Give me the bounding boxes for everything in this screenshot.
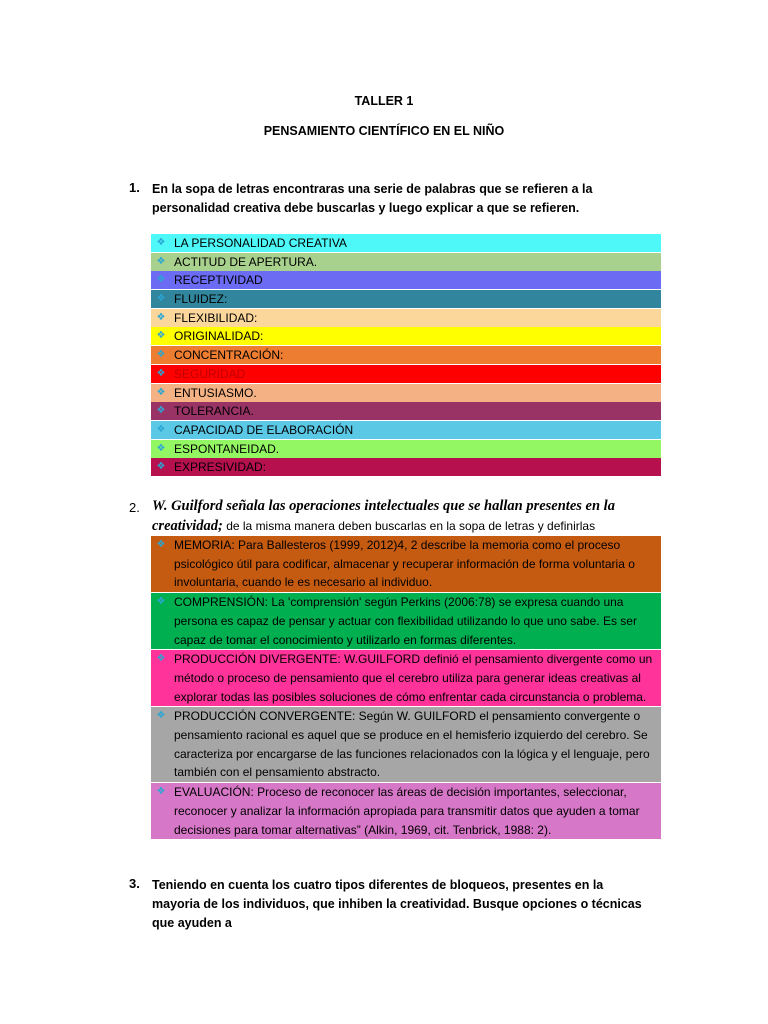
operation-item-text: PRODUCCIÓN DIVERGENTE: W.GUILFORD definió el pensamiento divergente como un método o proceso de pensamiento que el cerebro utiliza para generar ideas creativas al explorar todas las posibles soluciones de cómo enfrentar cada circunstancia o problema. xyxy=(174,652,653,704)
diamond-bullet-icon: ❖ xyxy=(156,423,166,435)
question-2-number: 2. xyxy=(129,500,140,515)
personality-item-label: ENTUSIASMO. xyxy=(174,385,257,400)
diamond-bullet-icon: ❖ xyxy=(156,330,166,342)
personality-item xyxy=(151,402,661,420)
personality-item xyxy=(151,440,661,458)
question-2-italic: W. Guilford señala las operaciones intelectuales que se hallan presentes en la creatividad; xyxy=(152,498,615,534)
diamond-bullet-icon: ❖ xyxy=(156,442,166,454)
diamond-bullet-icon: ❖ xyxy=(156,255,166,267)
personality-item-label: RECEPTIVIDAD xyxy=(174,273,263,288)
operation-item xyxy=(151,593,661,649)
diamond-bullet-icon: ❖ xyxy=(156,596,166,608)
diamond-bullet-icon: ❖ xyxy=(156,405,166,417)
diamond-bullet-icon: ❖ xyxy=(156,386,166,398)
diamond-bullet-icon: ❖ xyxy=(156,349,166,361)
personality-item-label: TOLERANCIA. xyxy=(174,404,254,419)
personality-item-label: FLEXIBILIDAD: xyxy=(174,310,258,325)
document-subtitle: PENSAMIENTO CIENTÍFICO EN EL NIÑO xyxy=(263,124,505,138)
personality-item xyxy=(151,365,661,383)
operations-list xyxy=(151,536,661,840)
operation-item-text: EVALUACIÓN: Proceso de reconocer las áreas de decisión importantes, seleccionar, reconocer y analizar la información apropiada para transmitir datos que ayuden a tomar decisiones para tomar alternativas” (Alkin, 1969, cit. Tenbrick, 1988: 2). xyxy=(174,785,640,837)
personality-item-label: ESPONTANEIDAD. xyxy=(174,441,280,456)
personality-list xyxy=(151,234,661,477)
question-2-text xyxy=(152,496,652,536)
question-1-number: 1. xyxy=(129,180,140,195)
personality-item-label: LA PERSONALIDAD CREATIVA xyxy=(174,236,347,250)
diamond-bullet-icon: ❖ xyxy=(156,539,166,550)
diamond-bullet-icon: ❖ xyxy=(156,274,166,286)
personality-item xyxy=(151,346,661,364)
question-3-number: 3. xyxy=(129,876,140,891)
question-3-text: Teniendo en cuenta los cuatro tipos diferentes de bloqueos, presentes en la mayoria de los individuos, que inhiben la creatividad. Busque opciones o técnicas que ayuden a xyxy=(152,878,642,930)
personality-item-label: ACTITUD DE APERTURA. xyxy=(174,254,318,269)
personality-item xyxy=(151,309,661,327)
question-2-tail: de la misma manera deben buscarlas en la sopa de letras y definirlas xyxy=(222,519,596,533)
personality-item-label: ORIGINALIDAD: xyxy=(174,329,264,344)
personality-item-label: FLUIDEZ: xyxy=(174,292,228,307)
operation-item xyxy=(151,783,661,839)
diamond-bullet-icon: ❖ xyxy=(156,653,166,665)
personality-item-label: CAPACIDAD DE ELABORACIÓN xyxy=(174,422,354,437)
diamond-bullet-icon: ❖ xyxy=(156,461,166,473)
diamond-bullet-icon: ❖ xyxy=(156,367,166,379)
personality-item xyxy=(151,253,661,271)
operation-item-text: PRODUCCIÓN CONVERGENTE: Según W. GUILFORD el pensamiento convergente o pensamiento racional es aquel que se produce en el hemisferio izquierdo del cerebro. Se caracteriza por encargarse de las funciones relacionados con la lógica y el lenguaje, pero también con el pensamiento abstracto. xyxy=(174,709,650,780)
personality-item xyxy=(151,458,661,476)
document-title: TALLER 1 xyxy=(354,94,414,108)
diamond-bullet-icon: ❖ xyxy=(156,710,166,722)
operation-item-text: MEMORIA: Para Ballesteros (1999, 2012)4, 2 describe la memoria como el proceso psicológico útil para codificar, almacenar y recuperar información de forma voluntaria o involuntaria, cuando le es necesario al individuo. xyxy=(174,538,635,590)
operation-item-text: COMPRENSIÓN: La 'comprensión' según Perkins (2006:78) se expresa cuando una persona es capaz de pensar y actuar con flexibilidad utilizando lo que uno sabe. Es ser capaz de tomar el conocimiento y utilizarlo en formas diferentes. xyxy=(174,595,637,647)
personality-item-label: SEGURIDAD xyxy=(174,366,246,381)
operation-item xyxy=(151,536,661,592)
personality-item xyxy=(151,384,661,402)
diamond-bullet-icon: ❖ xyxy=(156,237,166,248)
diamond-bullet-icon: ❖ xyxy=(156,293,166,305)
personality-item xyxy=(151,290,661,308)
personality-item xyxy=(151,271,661,289)
personality-item xyxy=(151,234,661,252)
personality-item-label: EXPRESIVIDAD: xyxy=(174,460,267,475)
personality-item xyxy=(151,327,661,345)
personality-item xyxy=(151,421,661,439)
operation-item xyxy=(151,707,661,782)
operation-item xyxy=(151,650,661,706)
question-1-text: En la sopa de letras encontraras una serie de palabras que se refieren a la personalidad creativa debe buscarlas y luego explicar a que se refieren. xyxy=(152,182,593,215)
diamond-bullet-icon: ❖ xyxy=(156,311,166,323)
personality-item-label: CONCENTRACIÓN: xyxy=(174,348,284,363)
diamond-bullet-icon: ❖ xyxy=(156,786,166,798)
